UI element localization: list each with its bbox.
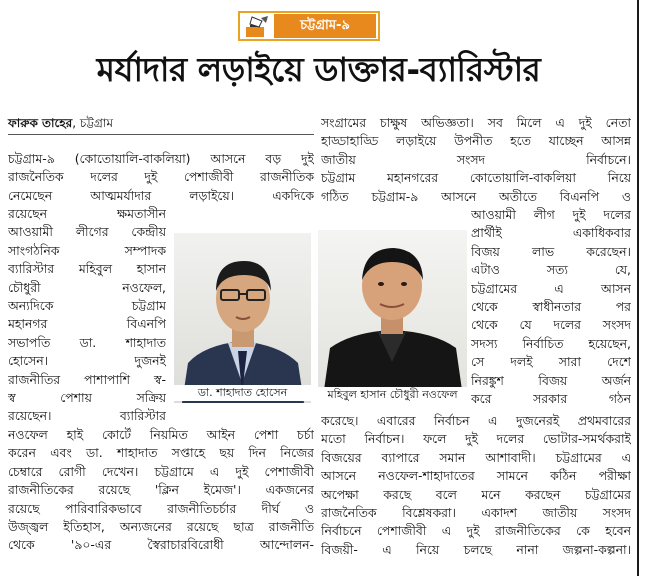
text-line: করেন এবং ডা. শাহাদাত সপ্তাহে ছয় দিন নিজের bbox=[8, 445, 314, 461]
text-line: রাজনৈতিক দলের দুই পেশাজীবী রাজনীতিক bbox=[8, 169, 314, 185]
caption-right: মহিবুল হাসান চৌধুরী নওফেল bbox=[318, 387, 467, 403]
text-line: নওফেল হাই কোর্টে নিয়মিত আইন পেশা চর্চা bbox=[8, 427, 314, 442]
column1-intro bbox=[8, 150, 314, 205]
text-line: সংগ্রামের চাক্ষুষ অভিজ্ঞতা। সব মিলে এ দুই নেতা bbox=[321, 115, 631, 130]
text-line: স্ব পেশায় সক্রিয় bbox=[8, 389, 166, 405]
text-line: আওয়ামী লীগ দুই দলের bbox=[471, 207, 631, 222]
text-line: বিজয়ের ব্যাপারে সমান আশাবাদী। চট্টগ্রামের এ bbox=[321, 449, 631, 465]
text-line: রাজনীতিকের রয়েছে 'ক্লিন ইমেজ'। একজনের bbox=[8, 482, 314, 498]
text-line: থেকে স্বাধীনতার পর bbox=[471, 298, 631, 314]
text-line: চেম্বারে রোগী দেখেন। চট্টগ্রামে এ দুই পেশাজীবী bbox=[8, 463, 314, 479]
text-line: এটাও সত্য যে, bbox=[471, 262, 631, 278]
column2-narrow-text bbox=[471, 206, 631, 408]
text-line: জাতীয় সংসদ নির্বাচনে। bbox=[321, 151, 631, 167]
text-line: নির্বাচনে পেশাজীবী এ দুই রাজনীতিকের কে হবেন bbox=[321, 523, 631, 539]
text-line: আসনে নওফেল-শাহাদাতের সামনে কঠিন পরীক্ষা bbox=[321, 468, 631, 484]
text-line: নিরঙ্কুশ বিজয় অর্জন bbox=[471, 372, 631, 388]
text-line: চট্টগ্রামের এ আসন bbox=[471, 280, 631, 296]
text-line: সে দলই সারা দেশে bbox=[471, 354, 631, 370]
right-border-rule bbox=[637, 0, 639, 576]
text-line: হোসেন। দুজনই bbox=[8, 353, 166, 369]
byline-name: ফারুক তাহের bbox=[8, 116, 73, 130]
text-line: অন্যদিকে চট্টগ্রাম bbox=[8, 297, 166, 313]
text-line: প্রার্থীই একাধিকবার bbox=[471, 225, 631, 241]
column1-continued bbox=[8, 426, 314, 555]
text-line: থেকে '৯০-এর স্বৈরাচারবিরোধী আন্দোলন- bbox=[8, 537, 314, 553]
portrait-illustration bbox=[174, 233, 311, 403]
text-line: হাড্ডাহাড্ডি লড়াইয়ে উপনীত হতে যাচ্ছেন আসন্ন bbox=[321, 133, 631, 149]
ballot-box-icon bbox=[244, 15, 270, 39]
text-line: থেকে যে দলের সংসদ bbox=[471, 317, 631, 333]
text-line: রয়েছেন ক্ষমতাসীন bbox=[8, 206, 166, 221]
photo-mohibul-hasan-nowfel bbox=[318, 230, 467, 390]
text-line: নেমেছেন আত্মমর্যাদার লড়াইয়ে। একদিকে bbox=[8, 187, 314, 203]
text-line: চট্টগ্রাম-৯ (কোতোয়ালি-বাকলিয়া) আসনে বড় দুই bbox=[8, 151, 314, 166]
text-line: ব্যারিস্টার মহিবুল হাসান bbox=[8, 261, 166, 277]
text-line: সভাপতি ডা. শাহাদাত bbox=[8, 334, 166, 350]
text-line: মহানগর বিএনপি bbox=[8, 316, 166, 332]
byline bbox=[8, 114, 113, 132]
text-line: বিজয় লাভ করেছেন। bbox=[471, 243, 631, 259]
text-line: মতো নির্বাচন। ফলে দুই দলের ভোটার-সমর্থকরাই bbox=[321, 431, 631, 447]
text-line: চৌধুরী নওফেল, bbox=[8, 279, 166, 295]
headline: মর্যাদার লড়াইয়ে ডাক্তার-ব্যারিস্টার bbox=[96, 50, 541, 89]
text-line: বিজয়ী- এ নিয়ে চলছে নানা জল্পনা-কল্পনা। bbox=[321, 541, 631, 557]
text-line: সাংগঠনিক সম্পাদক bbox=[8, 242, 166, 258]
portrait-illustration bbox=[318, 230, 467, 390]
text-line: রয়েছে পারিবারিকভাবে রাজনীতিচর্চার দীর্ঘ ও bbox=[8, 500, 314, 516]
text-line: সদস্য নির্বাচিত হয়েছেন, bbox=[471, 335, 631, 351]
text-line: চট্টগ্রাম মহানগরের কোতোয়ালি-বাকলিয়া নিয়ে bbox=[321, 170, 631, 186]
column2-intro bbox=[321, 114, 631, 206]
text-line: উজ্জ্বল ইতিহাস, অন্যজনের রয়েছে ছাত্র রাজনীতি bbox=[8, 518, 314, 534]
text-line: রাজনৈতিক বিশ্লেষকরা। একাদশ জাতীয় সংসদ bbox=[321, 504, 631, 520]
text-line: রাজনীতির পাশাপাশি স্ব- bbox=[8, 371, 166, 387]
text-line: অপেক্ষা করছে বলে মনে করছেন চট্টগ্রামের bbox=[321, 486, 631, 502]
column2-continued bbox=[321, 412, 631, 559]
byline-place: , চট্টগ্রাম bbox=[72, 116, 114, 130]
section-kicker bbox=[238, 11, 380, 41]
column1-narrow-text bbox=[8, 205, 166, 426]
text-line: গঠিত চট্টগ্রাম-৯ আসনে অতীতে বিএনপি ও bbox=[321, 188, 631, 204]
caption-left: ডা. শাহাদাত হোসেন bbox=[174, 385, 311, 401]
text-line: করেছে। এবারের নির্বাচন এ দুজনেরই প্রথমবারের bbox=[321, 413, 631, 428]
photo-shahadat-hossain bbox=[174, 233, 311, 403]
byline-divider bbox=[8, 134, 314, 135]
kicker-label: চট্টগ্রাম-৯ bbox=[274, 14, 376, 38]
text-line: করে সরকার গঠন bbox=[471, 390, 631, 406]
text-line: আওয়ামী লীগের কেন্দ্রীয় bbox=[8, 224, 166, 240]
text-line: রয়েছেন। ব্যারিস্টার bbox=[8, 408, 166, 424]
